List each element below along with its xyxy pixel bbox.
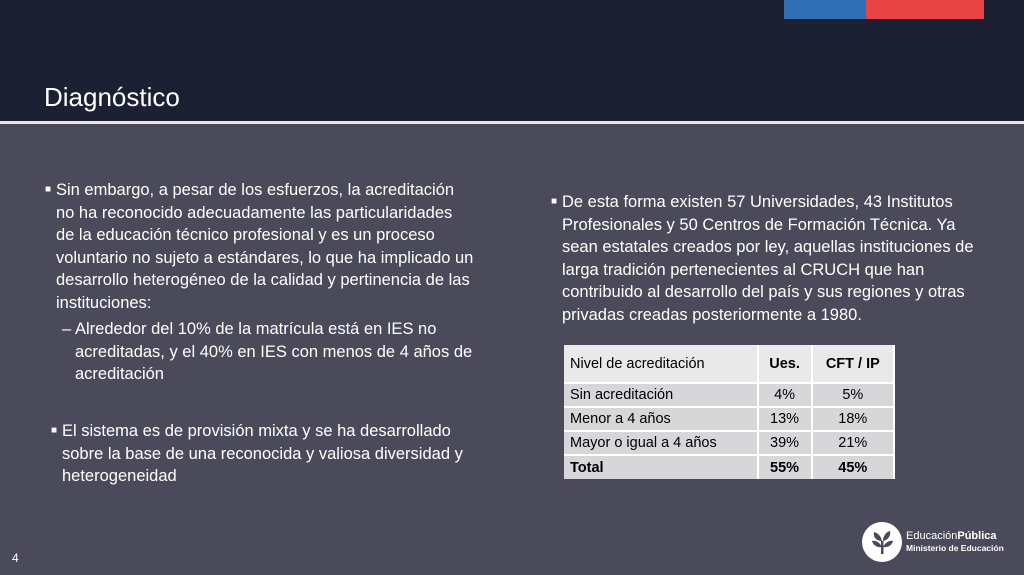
table-cell-cft-ip: 5% [812,383,894,407]
table-cell-cft-ip: 21% [812,431,894,455]
table-cell-level: Total [564,455,758,479]
flag-red-stripe [866,0,984,19]
table-cell-cft-ip: 45% [812,455,894,479]
square-bullet-icon: ■ [45,184,52,195]
page-number: 4 [12,551,19,565]
table-header-ues: Ues. [758,345,812,383]
table-cell-level: Menor a 4 años [564,407,758,431]
logo-wordmark [906,530,1004,554]
left-bullet-2-text: El sistema es de provisión mixta y se ha desarrollado sobre la base de una reconocida y valiosa diversidad y heterogeneidad [62,422,463,485]
table-cell-ues: 13% [758,407,812,431]
table-cell-cft-ip: 18% [812,407,894,431]
square-bullet-icon: ■ [551,196,558,207]
logo-line-2: Ministerio de Educación [906,543,1004,553]
logo-word-publica: Pública [957,530,997,542]
flag-blue-stripe [784,0,866,19]
tree-logo-icon [862,522,902,562]
logo-line-1 [906,530,1004,542]
square-bullet-icon: ■ [51,425,58,436]
left-sub-bullet-1-text: Alrededor del 10% de la matrícula está en IES no acreditadas, y el 40% en IES con menos de 4 años de acreditación [75,320,473,383]
table-cell-ues: 55% [758,455,812,479]
left-sub-bullet-1 [62,318,482,386]
left-bullet-2 [51,420,481,488]
accreditation-table [564,345,895,479]
table-total-row [564,455,894,479]
left-bullet-1-text: Sin embargo, a pesar de los esfuerzos, la acreditación no ha reconocido adecuadamente las particularidades de la educación técnico profesional y es un proceso voluntario no sujeto a estándares, lo que ha implicado un desarrollo heterogéneo de la calidad y pertinencia de las instituciones: [56,181,474,312]
table-row [564,407,894,431]
slide-header [0,0,1024,122]
right-bullet-1 [551,191,991,326]
table-row [564,383,894,407]
table-header-level: Nivel de acreditación [564,345,758,383]
right-bullet-1-text: De esta forma existen 57 Universidades, 43 Institutos Profesionales y 50 Centros de Formación Técnica. Ya sean estatales creados por ley, aquellas instituciones de larga tradición pertenecientes al CRUCH que han contribuido al desarrollo del país y sus regiones y otras privadas creadas posteriormente a 1980. [562,193,974,324]
table-cell-ues: 39% [758,431,812,455]
logo-word-educacion: Educación [906,530,958,542]
educacion-publica-logo [862,520,1012,564]
table-cell-level: Mayor o igual a 4 años [564,431,758,455]
slide-title: Diagnóstico [44,82,180,112]
table-cell-level: Sin acreditación [564,383,758,407]
table-row [564,431,894,455]
header-divider [0,121,1024,124]
left-bullet-1 [45,179,475,314]
table-header-cft-ip: CFT / IP [812,345,894,383]
table-cell-ues: 4% [758,383,812,407]
dash-bullet-icon: – [62,320,72,338]
table-header-row [564,345,894,383]
